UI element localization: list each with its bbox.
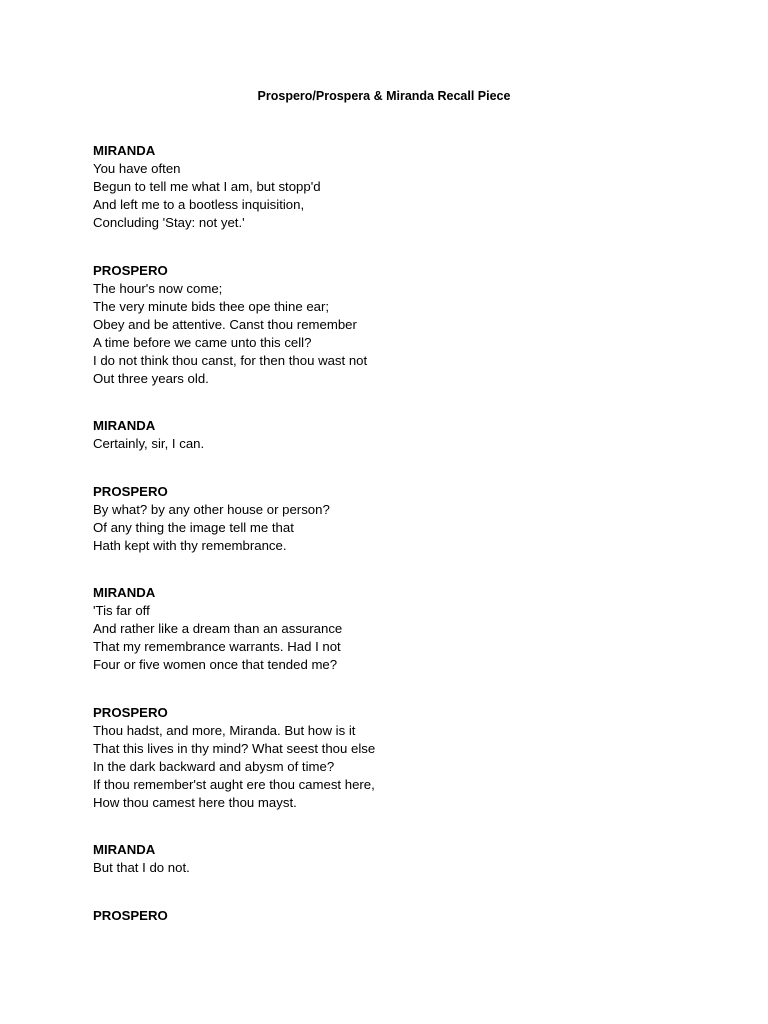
speaker-name: MIRANDA <box>93 143 156 158</box>
dialogue-line: I do not think thou canst, for then thou wast not <box>93 352 368 368</box>
dialogue-line: And rather like a dream than an assurance <box>93 621 343 636</box>
speaker-name: MIRANDA <box>93 418 156 433</box>
dialogue-line: By what? by any other house or person? <box>93 501 330 517</box>
dialogue-line: Of any thing the image tell me that <box>93 519 294 535</box>
dialogue-line: That this lives in thy mind? What seest thou else <box>93 740 376 756</box>
dialogue-line: A time before we came unto this cell? <box>93 334 312 350</box>
dialogue-line: You have often <box>93 161 181 176</box>
dialogue-line: Hath kept with thy remembrance. <box>93 537 287 553</box>
dialogue-line: And left me to a bootless inquisition, <box>93 197 305 212</box>
speech-block <box>93 584 713 674</box>
speaker-name: PROSPERO <box>93 262 168 278</box>
dialogue-line: The very minute bids thee ope thine ear; <box>93 298 330 314</box>
speech-block <box>93 483 713 555</box>
dialogue-line: If thou remember'st aught ere thou camest here, <box>93 776 375 792</box>
dialogue-line: Certainly, sir, I can. <box>93 436 205 451</box>
dialogue-line: How thou camest here thou mayst. <box>93 794 297 810</box>
dialogue-line: Obey and be attentive. Canst thou remember <box>93 316 357 332</box>
dialogue-line: Out three years old. <box>93 370 209 386</box>
dialogue-line: In the dark backward and abysm of time? <box>93 758 335 774</box>
speaker-name: MIRANDA <box>93 842 156 857</box>
dialogue-line: Thou hadst, and more, Miranda. But how is it <box>93 722 356 738</box>
speech-block <box>93 142 713 232</box>
speaker-name: PROSPERO <box>93 704 168 720</box>
speech-block <box>93 704 713 812</box>
speech-block <box>93 262 713 388</box>
document-title: Prospero/Prospera & Miranda Recall Piece <box>257 89 511 103</box>
speech-block <box>93 907 713 925</box>
script-body <box>93 142 713 954</box>
dialogue-line: Concluding 'Stay: not yet.' <box>93 215 245 230</box>
speaker-name: MIRANDA <box>93 585 156 600</box>
speech-block <box>93 841 713 877</box>
speaker-name: PROSPERO <box>93 483 168 499</box>
speech-block <box>93 417 713 453</box>
dialogue-line: 'Tis far off <box>93 603 150 618</box>
dialogue-line: That my remembrance warrants. Had I not <box>93 639 341 654</box>
dialogue-line: The hour's now come; <box>93 280 223 296</box>
dialogue-line: But that I do not. <box>93 860 190 875</box>
dialogue-line: Four or five women once that tended me? <box>93 657 338 672</box>
speaker-name: PROSPERO <box>93 907 168 923</box>
dialogue-line: Begun to tell me what I am, but stopp'd <box>93 179 321 194</box>
